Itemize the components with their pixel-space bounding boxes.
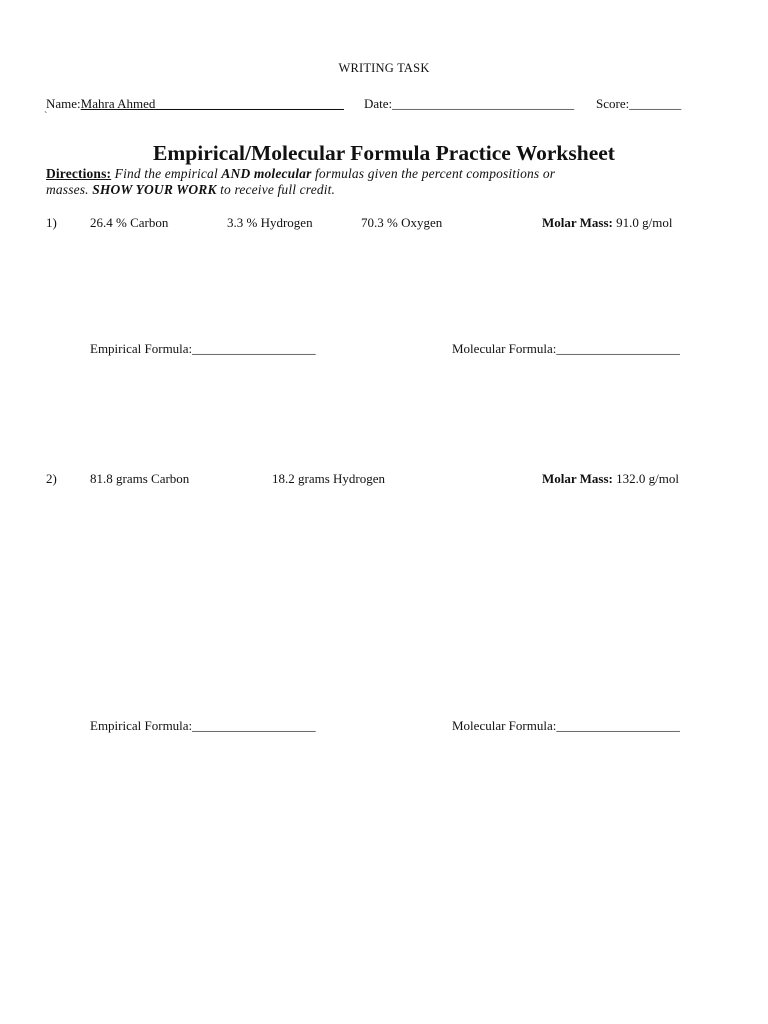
problem-number: 2) (46, 471, 57, 486)
molar-mass: Molar Mass: 91.0 g/mol (542, 215, 673, 230)
date-blank[interactable]: ____________________________ (392, 96, 575, 111)
problem-item: 26.4 % Carbon (90, 215, 169, 230)
empirical-formula-field[interactable]: Empirical Formula:___________________ (90, 341, 316, 356)
molecular-formula-field[interactable]: Molecular Formula:___________________ (452, 718, 680, 733)
score-blank[interactable]: ________ (629, 96, 682, 111)
problem-number: 1) (46, 215, 57, 230)
name-label: Name: (46, 96, 81, 111)
problem-item: 3.3 % Hydrogen (227, 215, 313, 230)
name-line[interactable] (46, 96, 344, 112)
problem-item: 81.8 grams Carbon (90, 471, 190, 486)
problem-item: 70.3 % Oxygen (361, 215, 443, 230)
molecular-formula-field[interactable]: Molecular Formula:___________________ (452, 341, 680, 356)
task-heading: WRITING TASK (338, 61, 430, 75)
molar-mass: Molar Mass: 132.0 g/mol (542, 471, 679, 486)
directions-line-2: masses. SHOW YOUR WORK to receive full credit. (46, 182, 336, 197)
name-value[interactable]: Mahra Ahmed_____________________________ (80, 96, 344, 111)
empirical-formula-field[interactable]: Empirical Formula:___________________ (90, 718, 316, 733)
date-line[interactable] (364, 96, 574, 112)
stray-mark: ` (44, 111, 48, 122)
problem-item: 18.2 grams Hydrogen (272, 471, 386, 486)
date-label: Date: (364, 96, 393, 111)
directions-label: Directions: (46, 166, 112, 181)
page-title: Empirical/Molecular Formula Practice Worksheet (153, 141, 615, 165)
score-line[interactable] (596, 96, 681, 112)
directions-line-1: Directions: Find the empirical AND molecular formulas given the percent compositions or (46, 166, 556, 181)
score-label: Score: (596, 96, 630, 111)
